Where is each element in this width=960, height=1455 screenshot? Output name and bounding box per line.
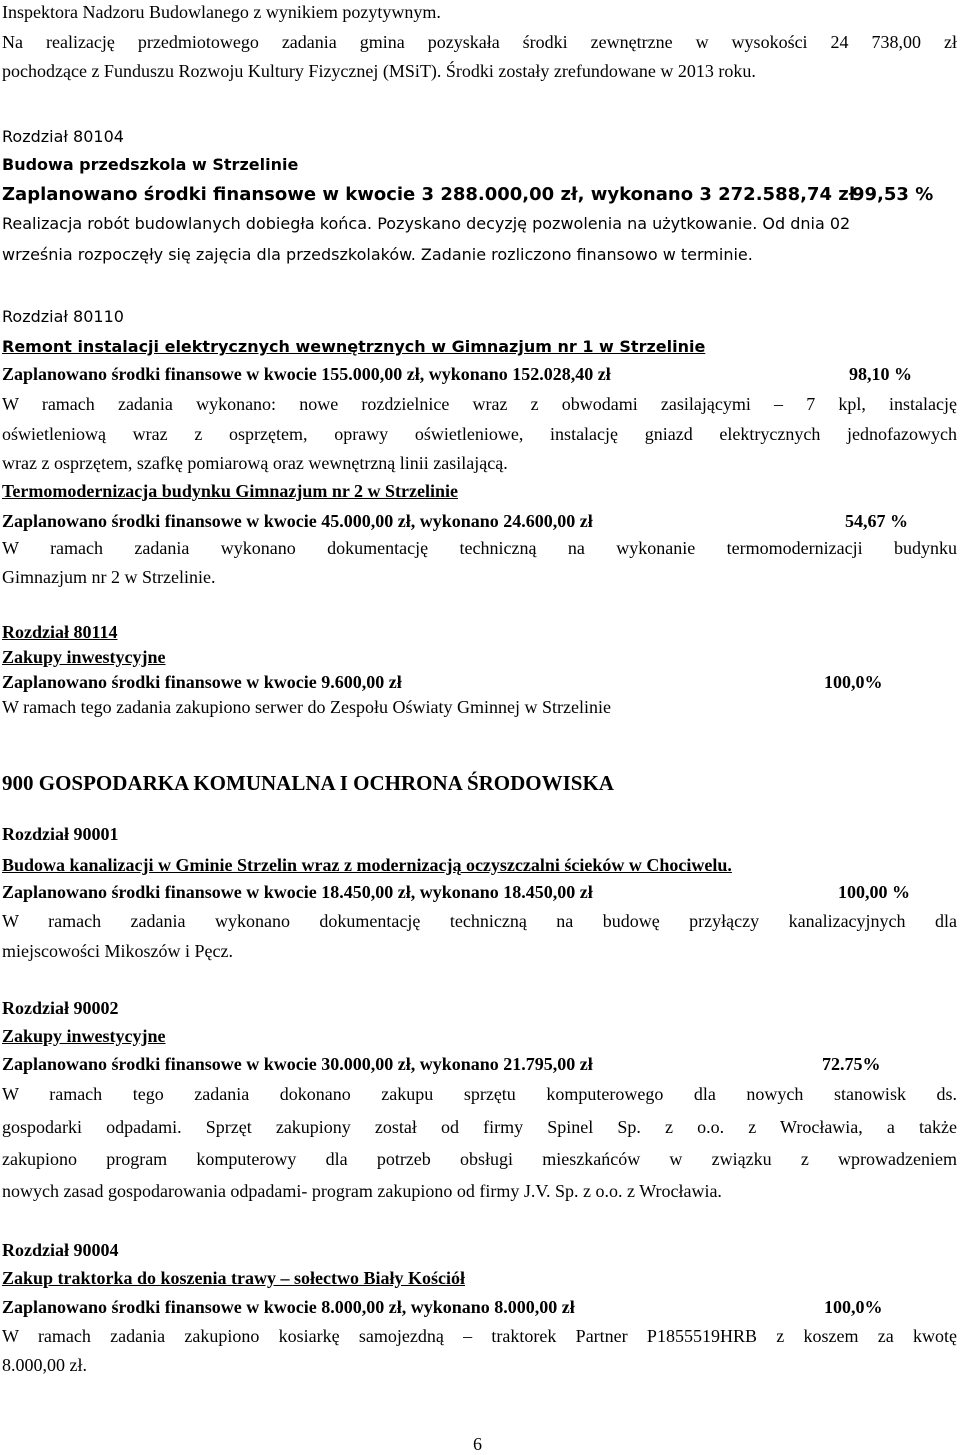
chapter-heading-900: 900 GOSPODARKA KOMUNALNA I OCHRONA ŚRODOWISKA [2,771,614,795]
description-line: września rozpoczęły się zajęcia dla przedszkolaków. Zadanie rozliczono finansowo w terminie. [2,245,753,264]
description-line: nowych zasad gospodarowania odpadami- program zakupiono od firmy J.V. Sp. z o.o. z Wrocławia. [2,1181,722,1201]
funds-text: Zaplanowano środki finansowe w kwocie 9.600,00 zł [2,672,402,692]
percent-executed: 100,00 % [838,882,910,902]
description-line: W ramach tego zadania zakupiono serwer do Zespołu Oświaty Gminnej w Strzelinie [2,697,611,717]
funds-text: Zaplanowano środki finansowe w kwocie 3 288.000,00 zł, wykonano 3 272.588,74 zł [2,184,856,205]
section-heading-80104: Rozdział 80104 [2,127,124,146]
description-line: W ramach zadania wykonano dokumentację techniczną na wykonanie termomodernizacji budynku [2,538,957,558]
percent-executed: 72.75% [822,1054,881,1074]
description-line: W ramach zadania wykonano dokumentację techniczną na budowę przyłączy kanalizacyjnych dla [2,911,957,931]
percent-executed: 100,0% [824,672,883,692]
funds-row-80104 [2,185,957,205]
page-number: 6 [473,1434,482,1454]
task-title-traktorek: Zakup traktorka do koszenia trawy – sołectwo Biały Kościół [2,1268,466,1288]
task-title-zakupy: Zakupy inwestycyjne [2,647,166,667]
task-title-przedszkole: Budowa przedszkola w Strzelinie [2,155,299,174]
description-line: gospodarki odpadami. Sprzęt zakupiony został od firmy Spinel Sp. z o.o. z Wrocławia, a także [2,1117,957,1137]
description-line: Realizacja robót budowlanych dobiegła końca. Pozyskano decyzję pozwolenia na użytkowanie. Od dnia 02 [2,214,851,233]
funds-text: Zaplanowano środki finansowe w kwocie 30.000,00 zł, wykonano 21.795,00 zł [2,1054,593,1074]
section-heading-80114: Rozdział 80114 [2,622,118,642]
task-title-kanalizacja: Budowa kanalizacji w Gminie Strzelin wraz z modernizacją oczyszczalni ścieków w Chociwelu. [2,855,732,875]
description-line: miejscowości Mikoszów i Pęcz. [2,941,233,961]
intro-line-1: Inspektora Nadzoru Budowlanego z wynikiem pozytywnym. [2,2,441,22]
description-line: wraz z osprzętem, szafkę pomiarową oraz wewnętrzną linii zasilającą. [2,453,508,473]
intro-line-2: Na realizację przedmiotowego zadania gmina pozyskała środki zewnętrzne w wysokości 24 738,00 zł [2,32,957,52]
section-heading-90004: Rozdział 90004 [2,1240,119,1260]
intro-line-3: pochodzące z Funduszu Rozwoju Kultury Fizycznej (MSiT). Środki zostały zrefundowane w 2013 roku. [2,61,756,81]
funds-row-80114 [2,672,957,692]
description-line: W ramach zadania zakupiono kosiarkę samojezdną – traktorek Partner P1855519HRB z koszem za kwotę [2,1326,957,1346]
percent-executed: 99,53 % [852,184,934,205]
description-line: Gimnazjum nr 2 w Strzelinie. [2,567,216,587]
funds-text: Zaplanowano środki finansowe w kwocie 8.000,00 zł, wykonano 8.000,00 zł [2,1297,575,1317]
funds-row-80110-b [2,511,957,531]
section-heading-90002: Rozdział 90002 [2,998,119,1018]
funds-row-90002 [2,1054,957,1074]
section-heading-90001: Rozdział 90001 [2,824,119,844]
funds-row-80110-a [2,364,957,384]
description-line: oświetleniową wraz z osprzętem, oprawy oświetleniowe, instalację gniazd elektrycznych jednofazowych [2,424,957,444]
funds-row-90004 [2,1297,957,1317]
funds-row-90001 [2,882,957,902]
task-title-gimnazjum-1: Remont instalacji elektrycznych wewnętrznych w Gimnazjum nr 1 w Strzelinie [2,337,706,356]
task-title-gimnazjum-2: Termomodernizacja budynku Gimnazjum nr 2 w Strzelinie [2,481,459,501]
task-title-zakupy: Zakupy inwestycyjne [2,1026,166,1046]
funds-text: Zaplanowano środki finansowe w kwocie 18.450,00 zł, wykonano 18.450,00 zł [2,882,593,902]
description-line: W ramach zadania wykonano: nowe rozdzielnice wraz z obwodami zasilającymi – 7 kpl, instalację [2,394,957,414]
description-line: 8.000,00 zł. [2,1355,87,1375]
description-line: zakupiono program komputerowy dla potrzeb obsługi mieszkańców w związku z wprowadzeniem [2,1149,957,1169]
percent-executed: 98,10 % [849,364,912,384]
percent-executed: 54,67 % [845,511,908,531]
funds-text: Zaplanowano środki finansowe w kwocie 45.000,00 zł, wykonano 24.600,00 zł [2,511,593,531]
description-line: W ramach tego zadania dokonano zakupu sprzętu komputerowego dla nowych stanowisk ds. [2,1084,957,1104]
section-heading-80110: Rozdział 80110 [2,307,124,326]
funds-text: Zaplanowano środki finansowe w kwocie 155.000,00 zł, wykonano 152.028,40 zł [2,364,611,384]
percent-executed: 100,0% [824,1297,883,1317]
